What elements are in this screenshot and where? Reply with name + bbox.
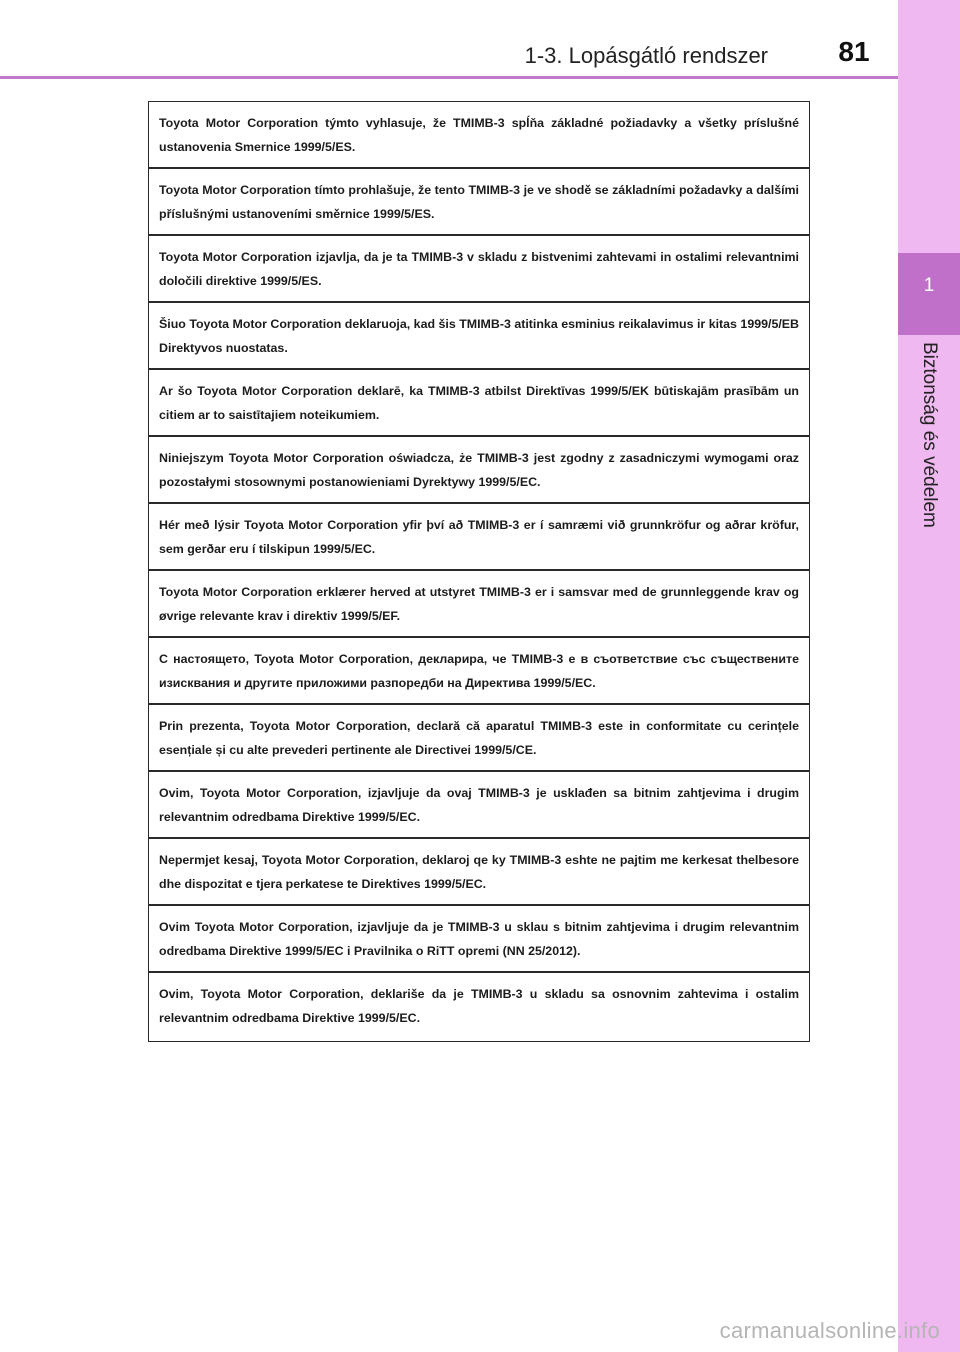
- declaration-row-sk: [149, 102, 809, 169]
- declaration-row-sr: [149, 973, 809, 1041]
- declaration-text: Nepermjet kesaj, Toyota Motor Corporation, deklaroj qe ky TMIMB-3 eshte ne pajtim me kerkesat thelbesore dhe dispozitat e tjera perkatese te Direktives 1999/5/EC.: [159, 853, 799, 891]
- declaration-row-bg: [149, 638, 809, 705]
- section-title: 1-3. Lopásgátló rendszer: [524, 43, 768, 68]
- declaration-row-sl: [149, 236, 809, 303]
- declaration-text: Prin prezenta, Toyota Motor Corporation, declară că aparatul TMIMB-3 este in conformitate cu cerințele esențiale și cu alte prevederi pertinente ale Directivei 1999/5/CE.: [159, 719, 799, 757]
- declaration-row-lv: [149, 370, 809, 437]
- declaration-row-pl: [149, 437, 809, 504]
- declaration-text: Niniejszym Toyota Motor Corporation oświadcza, że TMIMB-3 jest zgodny z zasadniczymi wymogami oraz pozostałymi stosownymi postanowieniami Dyrektywy 1999/5/EC.: [159, 451, 799, 489]
- declaration-text: С настоящето, Toyota Motor Corporation, декларира, че TMIMB-3 е в съответствие със съществените изисквания и другите приложими разпоредби на Директива 1999/5/EC.: [159, 652, 799, 690]
- declaration-text: Šiuo Toyota Motor Corporation deklaruoja, kad šis TMIMB-3 atitinka esminius reikalavimus ir kitas 1999/5/EB Direktyvos nuostatas.: [159, 317, 799, 355]
- declaration-row-bs: [149, 772, 809, 839]
- declaration-text: Hér með lýsir Toyota Motor Corporation yfir því að TMIMB-3 er í samræmi við grunnkröfur og aðrar kröfur, sem gerðar eru í tilskipun 1999/5/EC.: [159, 518, 799, 556]
- chapter-side-band: [898, 0, 960, 1352]
- declaration-text: Toyota Motor Corporation týmto vyhlasuje, že TMIMB-3 spĺňa základné požiadavky a všetky príslušné ustanovenia Smernice 1999/5/ES.: [159, 116, 799, 154]
- header-divider: [0, 76, 898, 79]
- declaration-row-no: [149, 571, 809, 638]
- declaration-text: Toyota Motor Corporation izjavlja, da je ta TMIMB-3 v skladu z bistvenimi zahtevami in ostalimi relevantnimi določili direktive 1999/5/ES.: [159, 250, 799, 288]
- declaration-row-is: [149, 504, 809, 571]
- chapter-tab[interactable]: [898, 253, 960, 335]
- declaration-row-ro: [149, 705, 809, 772]
- page-number: 81: [838, 36, 870, 67]
- declaration-text: Ovim, Toyota Motor Corporation, deklariše da je TMIMB-3 u skladu sa osnovnim zahtevima i ostalim relevantnim odredbama Direktive 1999/5/EC.: [159, 987, 799, 1025]
- declaration-row-hr: [149, 906, 809, 973]
- declaration-text: Ovim Toyota Motor Corporation, izjavljuje da je TMIMB-3 u sklau s bitnim zahtjevima i drugim relevantnim odredbama Direktive 1999/5/EC i Pravilnika o RiTT opremi (NN 25/2012).: [159, 920, 799, 958]
- declaration-text: Ovim, Toyota Motor Corporation, izjavljuje da ovaj TMIMB-3 je usklađen sa bitnim zahtjevima i drugim relevantnim odredbama Direktive 1999/5/EC.: [159, 786, 799, 824]
- declaration-row-cs: [149, 169, 809, 236]
- watermark-text: carmanualsonline.info: [719, 1318, 940, 1343]
- chapter-number: 1: [923, 275, 935, 296]
- declaration-row-lt: [149, 303, 809, 370]
- declaration-text: Toyota Motor Corporation erklærer herved at utstyret TMIMB-3 er i samsvar med de grunnleggende krav og øvrige relevante krav i direktiv 1999/5/EF.: [159, 585, 799, 623]
- chapter-label: Biztonság és védelem: [919, 342, 940, 528]
- declaration-text: Toyota Motor Corporation tímto prohlašuje, že tento TMIMB-3 je ve shodě se základními požadavky a dalšími příslušnými ustanoveními směrnice 1999/5/ES.: [159, 183, 799, 221]
- declaration-row-sq: [149, 839, 809, 906]
- declaration-text: Ar šo Toyota Motor Corporation deklarē, ka TMIMB-3 atbilst Direktīvas 1999/5/EK būtiskajām prasībām un citiem ar to saistītajiem noteikumiem.: [159, 384, 799, 422]
- declarations-table: [148, 101, 810, 1042]
